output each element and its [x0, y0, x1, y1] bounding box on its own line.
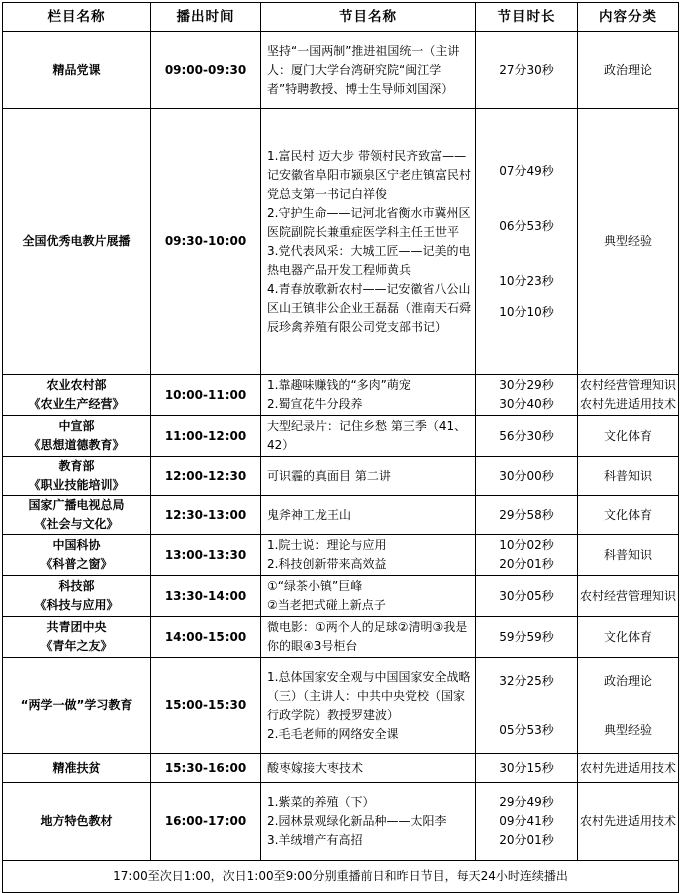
duration-value: 29分49秒	[499, 795, 554, 809]
category-value: 农村先进适用技术	[579, 397, 676, 411]
air-time-cell: 09:30-10:00	[151, 109, 261, 375]
category-value: 农村经营管理知识	[579, 588, 676, 603]
duration-value: 20分01秒	[499, 833, 554, 847]
category-value: 科普知识	[603, 547, 652, 562]
duration-cell	[476, 32, 578, 109]
schedule-row	[3, 496, 679, 535]
category-value: 典型经验	[603, 722, 652, 737]
column-name-cell	[3, 783, 151, 861]
program-item: ②当老把式碰上新点子	[267, 598, 386, 612]
program-name-cell	[261, 576, 476, 617]
program-name-cell	[261, 375, 476, 416]
duration-value: 56分30秒	[499, 428, 554, 443]
program-name-cell	[261, 416, 476, 457]
duration-value: 07分49秒	[499, 163, 554, 178]
footer-row	[3, 861, 679, 893]
duration-value: 10分02秒	[499, 538, 554, 552]
column-name-cell	[3, 375, 151, 416]
category-cell	[578, 109, 679, 375]
duration-cell	[476, 658, 578, 754]
column-name-cell	[3, 535, 151, 576]
category-cell	[578, 416, 679, 457]
column-name-text: 农业农村部	[46, 378, 107, 392]
column-name-text: 《社会与文化》	[34, 517, 119, 531]
program-name-cell	[261, 783, 476, 861]
air-time-cell: 15:30-16:00	[151, 754, 261, 783]
category-cell	[578, 576, 679, 617]
program-item: 2.园林景观绿化新品种——太阳李	[267, 814, 447, 828]
air-time-cell: 16:00-17:00	[151, 783, 261, 861]
column-name-text: “两学一做”学习教育	[20, 698, 133, 712]
category-value: 文化体育	[603, 428, 652, 443]
schedule-body	[3, 32, 679, 861]
program-name-cell	[261, 617, 476, 658]
program-item: 1.富民村 迈大步 带领村民齐致富——记安徽省阜阳市颍泉区宁老庄镇富民村党总支第一书记白祥俊	[267, 148, 472, 201]
schedule-row	[3, 416, 679, 457]
header-program-name: 节目名称	[261, 3, 476, 32]
header-duration: 节目时长	[476, 3, 578, 32]
program-name-cell	[261, 32, 476, 109]
category-cell	[578, 783, 679, 861]
duration-value: 30分40秒	[499, 397, 554, 411]
schedule-row	[3, 576, 679, 617]
column-name-cell	[3, 576, 151, 617]
duration-cell	[476, 375, 578, 416]
program-item: 2.毛毛老师的网络安全课	[267, 726, 399, 741]
category-value: 文化体育	[603, 507, 652, 522]
air-time-cell: 11:00-12:00	[151, 416, 261, 457]
column-name-text: 全国优秀电教片展播	[22, 234, 131, 248]
category-cell	[578, 496, 679, 535]
schedule-row	[3, 617, 679, 658]
air-time-cell: 10:00-11:00	[151, 375, 261, 416]
program-item: 3.党代表风采：大城工匠——记美的电热电器产品开发工程师黄兵	[267, 243, 471, 277]
column-name-cell	[3, 109, 151, 375]
column-name-cell	[3, 617, 151, 658]
duration-value: 32分25秒	[499, 673, 554, 688]
column-name-text: 科技部	[58, 579, 95, 593]
duration-value: 06分53秒	[499, 218, 554, 233]
category-value: 农村先进适用技术	[579, 760, 676, 775]
header-row	[3, 3, 679, 32]
column-name-text: 共青团中央	[46, 620, 107, 634]
duration-cell	[476, 535, 578, 576]
schedule-row	[3, 783, 679, 861]
schedule-row	[3, 535, 679, 576]
column-name-cell	[3, 658, 151, 754]
category-cell	[578, 658, 679, 754]
program-item: 4.青春放歌新农村——记安徽省八公山区山王镇非公企业王磊磊（淮南天石舜辰珍禽养殖有限公司党支部书记）	[267, 281, 472, 334]
duration-value: 09分41秒	[499, 814, 554, 828]
schedule-row	[3, 754, 679, 783]
duration-cell	[476, 109, 578, 375]
program-name-cell	[261, 535, 476, 576]
column-name-text: 《科技与应用》	[34, 598, 119, 612]
program-item: 2.守护生命——记河北省衡水市冀州区医院副院长兼重症医学科主任王世平	[267, 205, 471, 239]
category-value: 文化体育	[603, 629, 652, 644]
duration-cell	[476, 457, 578, 496]
column-name-cell	[3, 416, 151, 457]
column-name-text: 《思想道德教育》	[28, 438, 125, 452]
air-time-cell: 09:00-09:30	[151, 32, 261, 109]
program-item: 酸枣嫁接大枣技术	[267, 760, 364, 775]
column-name-text: 中宣部	[58, 419, 95, 433]
program-name-cell	[261, 496, 476, 535]
category-value: 政治理论	[603, 62, 652, 77]
program-item: 2.蜀宣花牛分段养	[267, 397, 363, 411]
program-item: 1.院士说：理论与应用	[267, 538, 387, 552]
air-time-cell: 13:00-13:30	[151, 535, 261, 576]
column-name-cell	[3, 32, 151, 109]
column-name-cell	[3, 754, 151, 783]
duration-cell	[476, 496, 578, 535]
air-time-cell: 12:00-12:30	[151, 457, 261, 496]
column-name-text: 教育部	[58, 459, 95, 473]
program-item: 大型纪录片：记住乡愁 第三季（41、42）	[267, 419, 467, 452]
column-name-text: 地方特色教材	[40, 814, 113, 828]
duration-value: 30分29秒	[499, 378, 554, 392]
column-name-text: 中国科协	[52, 538, 101, 552]
rebroadcast-note: 17:00至次日1:00，次日1:00至9:00分别重播前日和昨日节目，每天24小时连续播出	[3, 861, 679, 893]
schedule-table	[2, 2, 679, 893]
schedule-row	[3, 109, 679, 375]
duration-cell	[476, 416, 578, 457]
air-time-cell: 15:00-15:30	[151, 658, 261, 754]
schedule-row	[3, 32, 679, 109]
category-cell	[578, 32, 679, 109]
program-name-cell	[261, 109, 476, 375]
program-item: 1.靠趣味赚钱的“多肉”萌宠	[267, 378, 411, 392]
column-name-text: 《青年之友》	[40, 639, 113, 653]
program-name-cell	[261, 658, 476, 754]
program-item: 3.羊绒增产有高招	[267, 833, 363, 847]
category-cell	[578, 535, 679, 576]
schedule-row	[3, 457, 679, 496]
duration-value: 05分53秒	[499, 722, 554, 737]
category-cell	[578, 754, 679, 783]
header-air-time: 播出时间	[151, 3, 261, 32]
program-item: 微电影：①两个人的足球②清明③我是你的眼④3号柜台	[267, 620, 468, 653]
duration-value: 30分00秒	[499, 468, 554, 483]
duration-value: 30分15秒	[499, 760, 554, 775]
duration-value: 20分01秒	[499, 557, 554, 571]
category-cell	[578, 617, 679, 658]
program-item: 1.总体国家安全观与中国国家安全战略（三）（主讲人：中共中央党校（国家行政学院）教授罗建波）	[267, 669, 471, 722]
duration-cell	[476, 576, 578, 617]
duration-value: 10分10秒	[499, 304, 554, 319]
column-name-cell	[3, 457, 151, 496]
category-value: 科普知识	[603, 468, 652, 483]
duration-cell	[476, 783, 578, 861]
program-item: 鬼斧神工龙王山	[267, 507, 352, 522]
duration-cell	[476, 754, 578, 783]
program-item: ①“绿茶小镇”巨峰	[267, 579, 363, 593]
air-time-cell: 12:30-13:00	[151, 496, 261, 535]
category-cell	[578, 457, 679, 496]
category-value: 政治理论	[603, 673, 652, 688]
program-name-cell	[261, 457, 476, 496]
column-name-text: 《科普之窗》	[40, 557, 113, 571]
air-time-cell: 14:00-15:00	[151, 617, 261, 658]
duration-value: 27分30秒	[499, 62, 554, 77]
header-category: 内容分类	[578, 3, 679, 32]
duration-value: 29分58秒	[499, 507, 554, 522]
header-column-name: 栏目名称	[3, 3, 151, 32]
column-name-text: 《职业技能培训》	[28, 478, 125, 492]
column-name-cell	[3, 496, 151, 535]
column-name-text: 国家广播电视总局	[28, 498, 125, 512]
column-name-text: 《农业生产经营》	[28, 397, 125, 411]
program-item: 2.科技创新带来高效益	[267, 557, 387, 571]
category-cell	[578, 375, 679, 416]
program-item: 1.紫菜的养殖（下）	[267, 795, 375, 809]
program-item: 坚持“一国两制”推进祖国统一（主讲人：厦门大学台湾研究院“闽江学者”特聘教授、博士生导师刘国深）	[267, 43, 460, 96]
category-value: 典型经验	[603, 234, 652, 248]
air-time-cell: 13:30-14:00	[151, 576, 261, 617]
duration-value: 30分05秒	[499, 588, 554, 603]
duration-value: 59分59秒	[499, 629, 554, 644]
duration-cell	[476, 617, 578, 658]
column-name-text: 精品党课	[52, 62, 101, 77]
schedule-row	[3, 658, 679, 754]
program-name-cell	[261, 754, 476, 783]
schedule-row	[3, 375, 679, 416]
column-name-text: 精准扶贫	[52, 760, 101, 775]
program-item: 可识霾的真面目 第二讲	[267, 468, 391, 483]
category-value: 农村先进适用技术	[579, 814, 676, 828]
duration-value: 10分23秒	[499, 273, 554, 288]
category-value: 农村经营管理知识	[579, 378, 676, 392]
